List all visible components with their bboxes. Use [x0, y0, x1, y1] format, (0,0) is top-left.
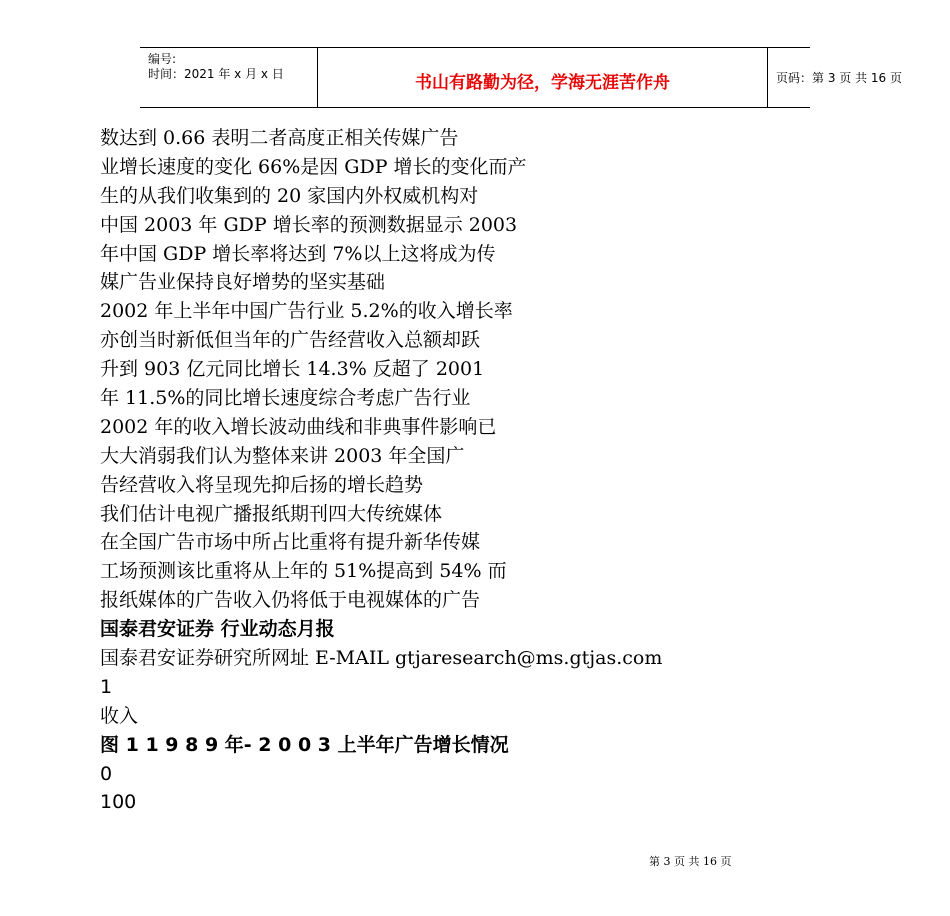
body-line: 数达到 0.66 表明二者高度正相关传媒广告 — [100, 127, 459, 149]
document-code-label: 编号: — [148, 52, 177, 66]
body-line: 告经营收入将呈现先抑后扬的增长趋势 — [100, 473, 424, 496]
page-number-marker: 1 — [100, 675, 113, 698]
body-line: 报纸媒体的广告收入仍将低于电视媒体的广告 — [100, 589, 481, 612]
body-line: 业增长速度的变化 66%是因 GDP 增长的变化而产 — [100, 155, 527, 178]
body-line: 工场预测该比重将从上年的 51%提高到 54% 而 — [100, 560, 507, 583]
header-motto-cell — [318, 48, 768, 107]
axis-value-0: 0 — [100, 762, 113, 785]
page-footer: 第 3 页 共 16 页 — [649, 855, 732, 868]
document-time-label: 时间：2021 年 x 月 x 日 — [148, 67, 284, 81]
income-label: 收入 — [100, 704, 139, 727]
report-title: 国泰君安证券 行业动态月报 — [100, 618, 335, 641]
body-line: 中国 2003 年 GDP 增长率的预测数据显示 2003 — [100, 213, 518, 236]
axis-value-100: 100 — [100, 791, 137, 814]
header-motto: 书山有路勤为径，学海无涯苦作舟 — [415, 73, 670, 93]
body-line: 年 11.5%的同比增长速度综合考虑广告行业 — [100, 387, 471, 410]
page-header — [140, 47, 902, 108]
body-line: 2002 年的收入增长波动曲线和非典事件影响已 — [100, 415, 497, 438]
body-line: 媒广告业保持良好增势的坚实基础 — [100, 271, 386, 294]
body-line: 大大消弱我们认为整体来讲 2003 年全国广 — [100, 444, 465, 467]
header-meta-cell — [140, 48, 318, 107]
body-line: 年中国 GDP 增长率将达到 7%以上这将成为传 — [100, 242, 496, 265]
body-line: 我们估计电视广播报纸期刊四大传统媒体 — [100, 502, 443, 525]
body-line: 升到 903 亿元同比增长 14.3% 反超了 2001 — [100, 358, 485, 381]
header-page-number: 页码：第 3 页 共 16 页 — [776, 71, 902, 85]
body-line: 在全国广告市场中所占比重将有提升新华传媒 — [100, 531, 481, 554]
website-line: 国泰君安证券研究所网址 E-MAIL gtjaresearch@ms.gtjas.com — [100, 647, 663, 670]
body-line: 亦创当时新低但当年的广告经营收入总额却跃 — [100, 329, 481, 352]
document-body — [100, 124, 820, 817]
figure-title: 图 1 1 9 8 9 年- 2 0 0 3 上半年广告增长情况 — [100, 733, 509, 756]
body-line: 生的从我们收集到的 20 家国内外权威机构对 — [100, 184, 479, 207]
header-page-cell — [768, 48, 948, 107]
body-line: 2002 年上半年中国广告行业 5.2%的收入增长率 — [100, 300, 513, 323]
